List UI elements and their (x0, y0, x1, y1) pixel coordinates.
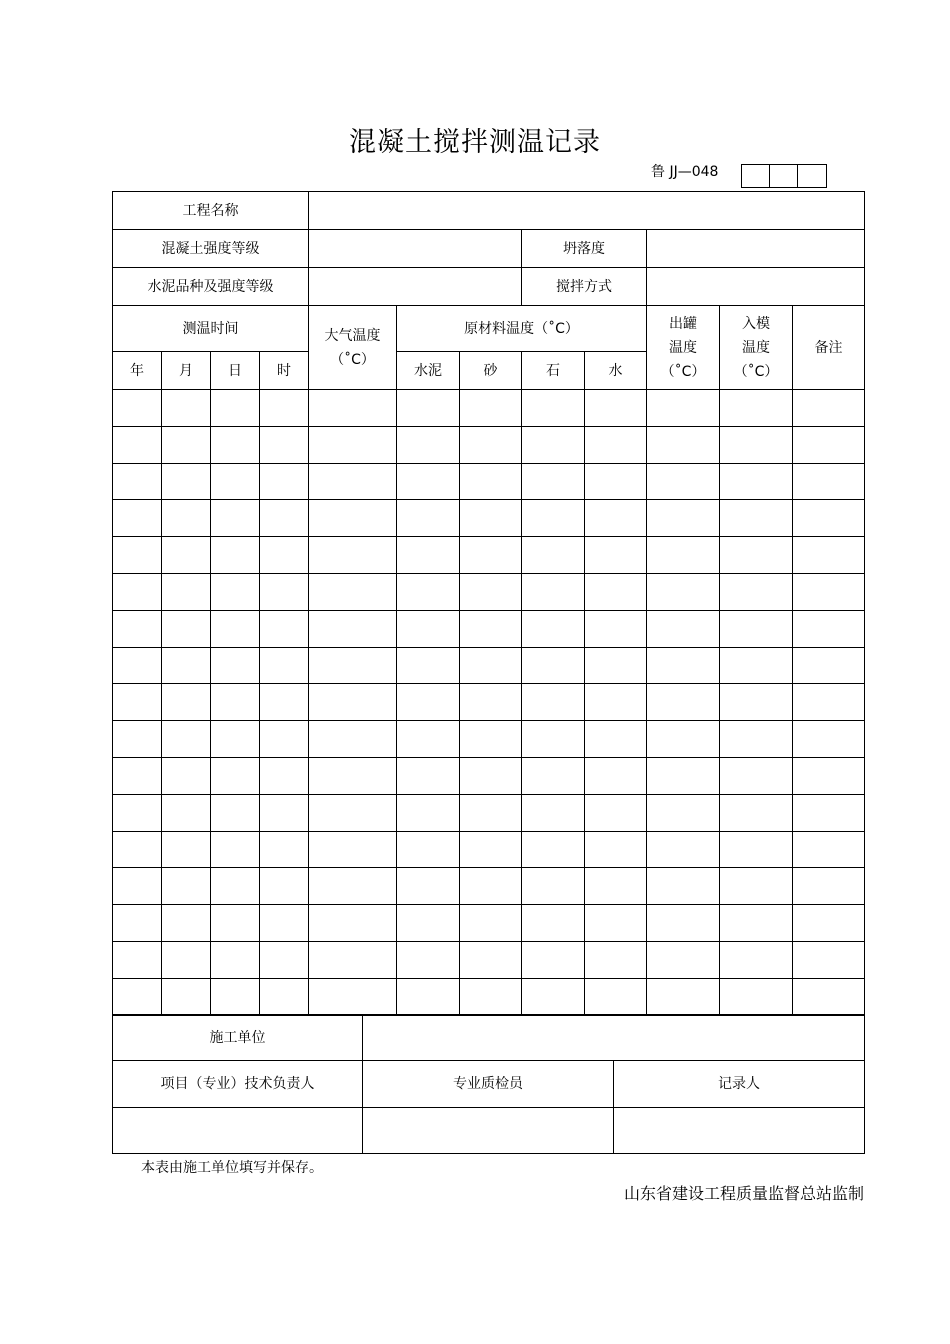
table-cell[interactable] (211, 978, 260, 1015)
table-cell[interactable] (460, 610, 522, 647)
outlet-temp-header (647, 306, 720, 390)
table-cell[interactable] (397, 500, 460, 537)
mixing-method-label: 搅拌方式 (522, 268, 647, 306)
table-cell[interactable] (260, 500, 309, 537)
table-cell[interactable] (309, 610, 397, 647)
table-cell[interactable] (260, 537, 309, 574)
table-cell[interactable] (113, 463, 162, 500)
table-row (113, 390, 865, 427)
table-cell[interactable] (460, 978, 522, 1015)
table-cell[interactable] (260, 905, 309, 942)
table-cell[interactable] (162, 500, 211, 537)
table-cell[interactable] (460, 463, 522, 500)
table-cell[interactable] (162, 426, 211, 463)
table-cell[interactable] (585, 831, 647, 868)
table-row (113, 941, 865, 978)
table-cell[interactable] (113, 941, 162, 978)
table-cell[interactable] (260, 647, 309, 684)
table-cell[interactable] (211, 610, 260, 647)
table-cell[interactable] (720, 647, 793, 684)
table-cell[interactable] (113, 978, 162, 1015)
table-cell[interactable] (522, 868, 585, 905)
table-cell[interactable] (585, 721, 647, 758)
table-cell[interactable] (720, 500, 793, 537)
table-cell[interactable] (647, 721, 720, 758)
table-cell[interactable] (585, 684, 647, 721)
table-cell[interactable] (793, 390, 865, 427)
table-cell[interactable] (585, 647, 647, 684)
table-cell[interactable] (720, 868, 793, 905)
code-box-2[interactable] (770, 165, 798, 187)
table-row (113, 610, 865, 647)
table-cell[interactable] (309, 647, 397, 684)
table-cell[interactable] (113, 721, 162, 758)
table-cell[interactable] (647, 684, 720, 721)
table-cell[interactable] (793, 831, 865, 868)
table-cell[interactable] (397, 573, 460, 610)
table-cell[interactable] (793, 463, 865, 500)
construction-unit-label: 施工单位 (113, 1015, 363, 1061)
table-cell[interactable] (162, 573, 211, 610)
table-cell[interactable] (260, 610, 309, 647)
table-cell[interactable] (260, 831, 309, 868)
table-cell[interactable] (309, 684, 397, 721)
table-cell[interactable] (522, 390, 585, 427)
quality-inspector-label: 专业质检员 (363, 1061, 614, 1108)
slump-label: 坍落度 (522, 230, 647, 268)
table-cell[interactable] (720, 537, 793, 574)
table-cell[interactable] (397, 721, 460, 758)
table-cell[interactable] (647, 905, 720, 942)
table-cell[interactable] (522, 500, 585, 537)
table-cell[interactable] (647, 610, 720, 647)
table-cell[interactable] (162, 463, 211, 500)
table-cell[interactable] (211, 390, 260, 427)
table-cell[interactable] (162, 941, 211, 978)
table-cell[interactable] (309, 757, 397, 794)
table-cell[interactable] (397, 941, 460, 978)
table-cell[interactable] (113, 500, 162, 537)
form-code: 鲁 JJ—048 (651, 164, 719, 180)
temperature-record-table (112, 191, 865, 1016)
quality-inspector-signature[interactable] (363, 1108, 614, 1154)
table-cell[interactable] (522, 573, 585, 610)
table-cell[interactable] (460, 941, 522, 978)
outlet-temp-line3: （˚C） (660, 363, 706, 380)
table-cell[interactable] (720, 794, 793, 831)
table-cell[interactable] (585, 905, 647, 942)
table-cell[interactable] (793, 941, 865, 978)
table-cell[interactable] (585, 978, 647, 1015)
table-cell[interactable] (397, 757, 460, 794)
table-row (113, 721, 865, 758)
table-cell[interactable] (793, 573, 865, 610)
table-row (113, 905, 865, 942)
table-cell[interactable] (309, 390, 397, 427)
table-cell[interactable] (397, 794, 460, 831)
table-cell[interactable] (397, 831, 460, 868)
table-cell[interactable] (460, 426, 522, 463)
table-cell[interactable] (460, 390, 522, 427)
table-cell[interactable] (720, 831, 793, 868)
table-cell[interactable] (211, 463, 260, 500)
table-cell[interactable] (585, 794, 647, 831)
table-cell[interactable] (793, 978, 865, 1015)
table-cell[interactable] (460, 647, 522, 684)
project-name-label: 工程名称 (113, 192, 309, 230)
table-cell[interactable] (211, 868, 260, 905)
table-cell[interactable] (211, 721, 260, 758)
table-cell[interactable] (647, 941, 720, 978)
table-cell[interactable] (113, 868, 162, 905)
recorder-label: 记录人 (614, 1061, 865, 1108)
table-cell[interactable] (162, 647, 211, 684)
table-cell[interactable] (113, 426, 162, 463)
table-cell[interactable] (211, 647, 260, 684)
mold-temp-line2: 温度 (742, 339, 770, 356)
material-temp-header: 原材料温度（˚C） (397, 306, 647, 352)
table-cell[interactable] (162, 794, 211, 831)
table-cell[interactable] (162, 868, 211, 905)
cement-header: 水泥 (397, 352, 460, 390)
table-cell[interactable] (211, 941, 260, 978)
table-cell[interactable] (460, 868, 522, 905)
table-cell[interactable] (211, 537, 260, 574)
table-row (113, 647, 865, 684)
table-cell[interactable] (113, 905, 162, 942)
table-cell[interactable] (162, 721, 211, 758)
table-cell[interactable] (309, 573, 397, 610)
table-row (113, 426, 865, 463)
supervisor-note: 山东省建设工程质量监督总站监制 (623, 1184, 864, 1203)
air-temp-label: 大气温度 (324, 327, 381, 344)
table-cell[interactable] (585, 610, 647, 647)
footnote: 本表由施工单位填写并保存。 (141, 1160, 323, 1176)
table-cell[interactable] (522, 794, 585, 831)
table-cell[interactable] (260, 757, 309, 794)
table-row (113, 757, 865, 794)
table-cell[interactable] (397, 426, 460, 463)
mold-temp-header (720, 306, 793, 390)
table-cell[interactable] (113, 573, 162, 610)
table-cell[interactable] (211, 500, 260, 537)
table-cell[interactable] (309, 500, 397, 537)
table-cell[interactable] (460, 721, 522, 758)
table-cell[interactable] (309, 831, 397, 868)
table-cell[interactable] (260, 426, 309, 463)
page-title: 混凝土搅拌测温记录 (349, 127, 601, 158)
table-cell[interactable] (522, 537, 585, 574)
table-cell[interactable] (522, 610, 585, 647)
table-cell[interactable] (460, 831, 522, 868)
table-cell[interactable] (460, 905, 522, 942)
table-cell[interactable] (211, 905, 260, 942)
table-cell[interactable] (309, 978, 397, 1015)
table-cell[interactable] (460, 500, 522, 537)
table-cell[interactable] (647, 500, 720, 537)
table-cell[interactable] (309, 537, 397, 574)
table-cell[interactable] (260, 721, 309, 758)
table-cell[interactable] (522, 757, 585, 794)
construction-unit-field[interactable] (363, 1015, 865, 1061)
table-cell[interactable] (720, 905, 793, 942)
measure-time-header: 测温时间 (113, 306, 309, 352)
table-cell[interactable] (460, 684, 522, 721)
table-cell[interactable] (647, 573, 720, 610)
table-cell[interactable] (211, 831, 260, 868)
table-cell[interactable] (647, 426, 720, 463)
table-cell[interactable] (309, 941, 397, 978)
table-cell[interactable] (720, 463, 793, 500)
table-cell[interactable] (113, 684, 162, 721)
table-cell[interactable] (585, 537, 647, 574)
table-cell[interactable] (162, 905, 211, 942)
table-cell[interactable] (460, 537, 522, 574)
table-cell[interactable] (720, 941, 793, 978)
table-cell[interactable] (397, 905, 460, 942)
code-box-1[interactable] (742, 165, 770, 187)
table-row (113, 831, 865, 868)
hour-header: 时 (260, 352, 309, 390)
table-cell[interactable] (162, 610, 211, 647)
cement-type-field[interactable] (309, 268, 522, 306)
table-cell[interactable] (397, 390, 460, 427)
table-cell[interactable] (162, 537, 211, 574)
table-row (113, 573, 865, 610)
table-cell[interactable] (113, 537, 162, 574)
table-cell[interactable] (309, 794, 397, 831)
table-cell[interactable] (793, 794, 865, 831)
tech-lead-label: 项目（专业）技术负责人 (113, 1061, 363, 1108)
table-cell[interactable] (113, 610, 162, 647)
table-cell[interactable] (260, 794, 309, 831)
table-cell[interactable] (793, 721, 865, 758)
table-cell[interactable] (309, 463, 397, 500)
table-cell[interactable] (647, 390, 720, 427)
code-box-3[interactable] (798, 165, 826, 187)
table-cell[interactable] (309, 426, 397, 463)
table-cell[interactable] (793, 868, 865, 905)
outlet-temp-line1: 出罐 (669, 315, 697, 332)
table-cell[interactable] (793, 537, 865, 574)
table-cell[interactable] (585, 941, 647, 978)
table-cell[interactable] (397, 647, 460, 684)
table-cell[interactable] (309, 721, 397, 758)
table-cell[interactable] (113, 647, 162, 684)
table-cell[interactable] (522, 463, 585, 500)
table-cell[interactable] (211, 757, 260, 794)
table-cell[interactable] (647, 537, 720, 574)
table-cell[interactable] (793, 610, 865, 647)
table-cell[interactable] (397, 463, 460, 500)
table-cell[interactable] (522, 647, 585, 684)
table-cell[interactable] (460, 794, 522, 831)
table-row (113, 500, 865, 537)
table-cell[interactable] (260, 868, 309, 905)
table-cell[interactable] (397, 537, 460, 574)
table-row (113, 684, 865, 721)
table-cell[interactable] (162, 684, 211, 721)
table-cell[interactable] (260, 941, 309, 978)
form-code-boxes[interactable] (741, 164, 827, 188)
table-cell[interactable] (113, 831, 162, 868)
concrete-grade-label: 混凝土强度等级 (113, 230, 309, 268)
remarks-header: 备注 (793, 306, 865, 390)
table-cell[interactable] (793, 684, 865, 721)
table-cell[interactable] (647, 868, 720, 905)
table-cell[interactable] (720, 978, 793, 1015)
table-cell[interactable] (522, 978, 585, 1015)
table-cell[interactable] (720, 426, 793, 463)
outlet-temp-line2: 温度 (669, 339, 697, 356)
table-cell[interactable] (793, 647, 865, 684)
table-cell[interactable] (460, 573, 522, 610)
project-name-field[interactable] (309, 192, 865, 230)
table-cell[interactable] (113, 757, 162, 794)
table-cell[interactable] (585, 390, 647, 427)
table-cell[interactable] (720, 610, 793, 647)
month-header: 月 (162, 352, 211, 390)
table-cell[interactable] (260, 390, 309, 427)
table-cell[interactable] (720, 757, 793, 794)
mold-temp-line3: （˚C） (733, 363, 779, 380)
table-cell[interactable] (113, 390, 162, 427)
table-cell[interactable] (397, 684, 460, 721)
table-cell[interactable] (522, 684, 585, 721)
table-cell[interactable] (260, 978, 309, 1015)
table-cell[interactable] (460, 757, 522, 794)
slump-field[interactable] (647, 230, 865, 268)
recorder-signature[interactable] (614, 1108, 865, 1154)
table-cell[interactable] (647, 978, 720, 1015)
mold-temp-line1: 入模 (742, 315, 770, 332)
sand-header: 砂 (460, 352, 522, 390)
table-cell[interactable] (585, 500, 647, 537)
table-cell[interactable] (522, 831, 585, 868)
table-cell[interactable] (397, 868, 460, 905)
table-cell[interactable] (309, 905, 397, 942)
table-cell[interactable] (647, 463, 720, 500)
table-cell[interactable] (113, 794, 162, 831)
table-cell[interactable] (211, 573, 260, 610)
table-cell[interactable] (720, 684, 793, 721)
table-cell[interactable] (585, 463, 647, 500)
table-cell[interactable] (720, 390, 793, 427)
mixing-method-field[interactable] (647, 268, 865, 306)
table-row (113, 463, 865, 500)
table-cell[interactable] (397, 978, 460, 1015)
table-cell[interactable] (647, 794, 720, 831)
concrete-grade-field[interactable] (309, 230, 522, 268)
air-temp-header (309, 306, 397, 390)
table-cell[interactable] (585, 573, 647, 610)
table-cell[interactable] (162, 757, 211, 794)
table-row (113, 537, 865, 574)
table-cell[interactable] (522, 905, 585, 942)
table-cell[interactable] (211, 426, 260, 463)
table-cell[interactable] (793, 426, 865, 463)
table-row (113, 978, 865, 1015)
cement-type-label: 水泥品种及强度等级 (113, 268, 309, 306)
table-cell[interactable] (260, 463, 309, 500)
tech-lead-signature[interactable] (113, 1108, 363, 1154)
table-cell[interactable] (162, 390, 211, 427)
table-cell[interactable] (720, 573, 793, 610)
table-cell[interactable] (397, 610, 460, 647)
table-cell[interactable] (585, 426, 647, 463)
table-cell[interactable] (162, 978, 211, 1015)
table-cell[interactable] (793, 905, 865, 942)
stone-header: 石 (522, 352, 585, 390)
table-cell[interactable] (647, 831, 720, 868)
table-cell[interactable] (260, 684, 309, 721)
table-cell[interactable] (585, 757, 647, 794)
table-cell[interactable] (162, 831, 211, 868)
table-cell[interactable] (647, 757, 720, 794)
year-header: 年 (113, 352, 162, 390)
table-cell[interactable] (793, 500, 865, 537)
table-cell[interactable] (522, 941, 585, 978)
table-cell[interactable] (211, 794, 260, 831)
table-cell[interactable] (647, 647, 720, 684)
table-cell[interactable] (260, 573, 309, 610)
air-temp-unit: （˚C） (330, 351, 375, 368)
table-cell[interactable] (585, 868, 647, 905)
signature-table (112, 1014, 865, 1154)
table-cell[interactable] (793, 757, 865, 794)
table-cell[interactable] (309, 868, 397, 905)
table-cell[interactable] (522, 721, 585, 758)
table-row (113, 794, 865, 831)
water-header: 水 (585, 352, 647, 390)
table-cell[interactable] (720, 721, 793, 758)
table-cell[interactable] (211, 684, 260, 721)
table-cell[interactable] (522, 426, 585, 463)
table-row (113, 868, 865, 905)
day-header: 日 (211, 352, 260, 390)
